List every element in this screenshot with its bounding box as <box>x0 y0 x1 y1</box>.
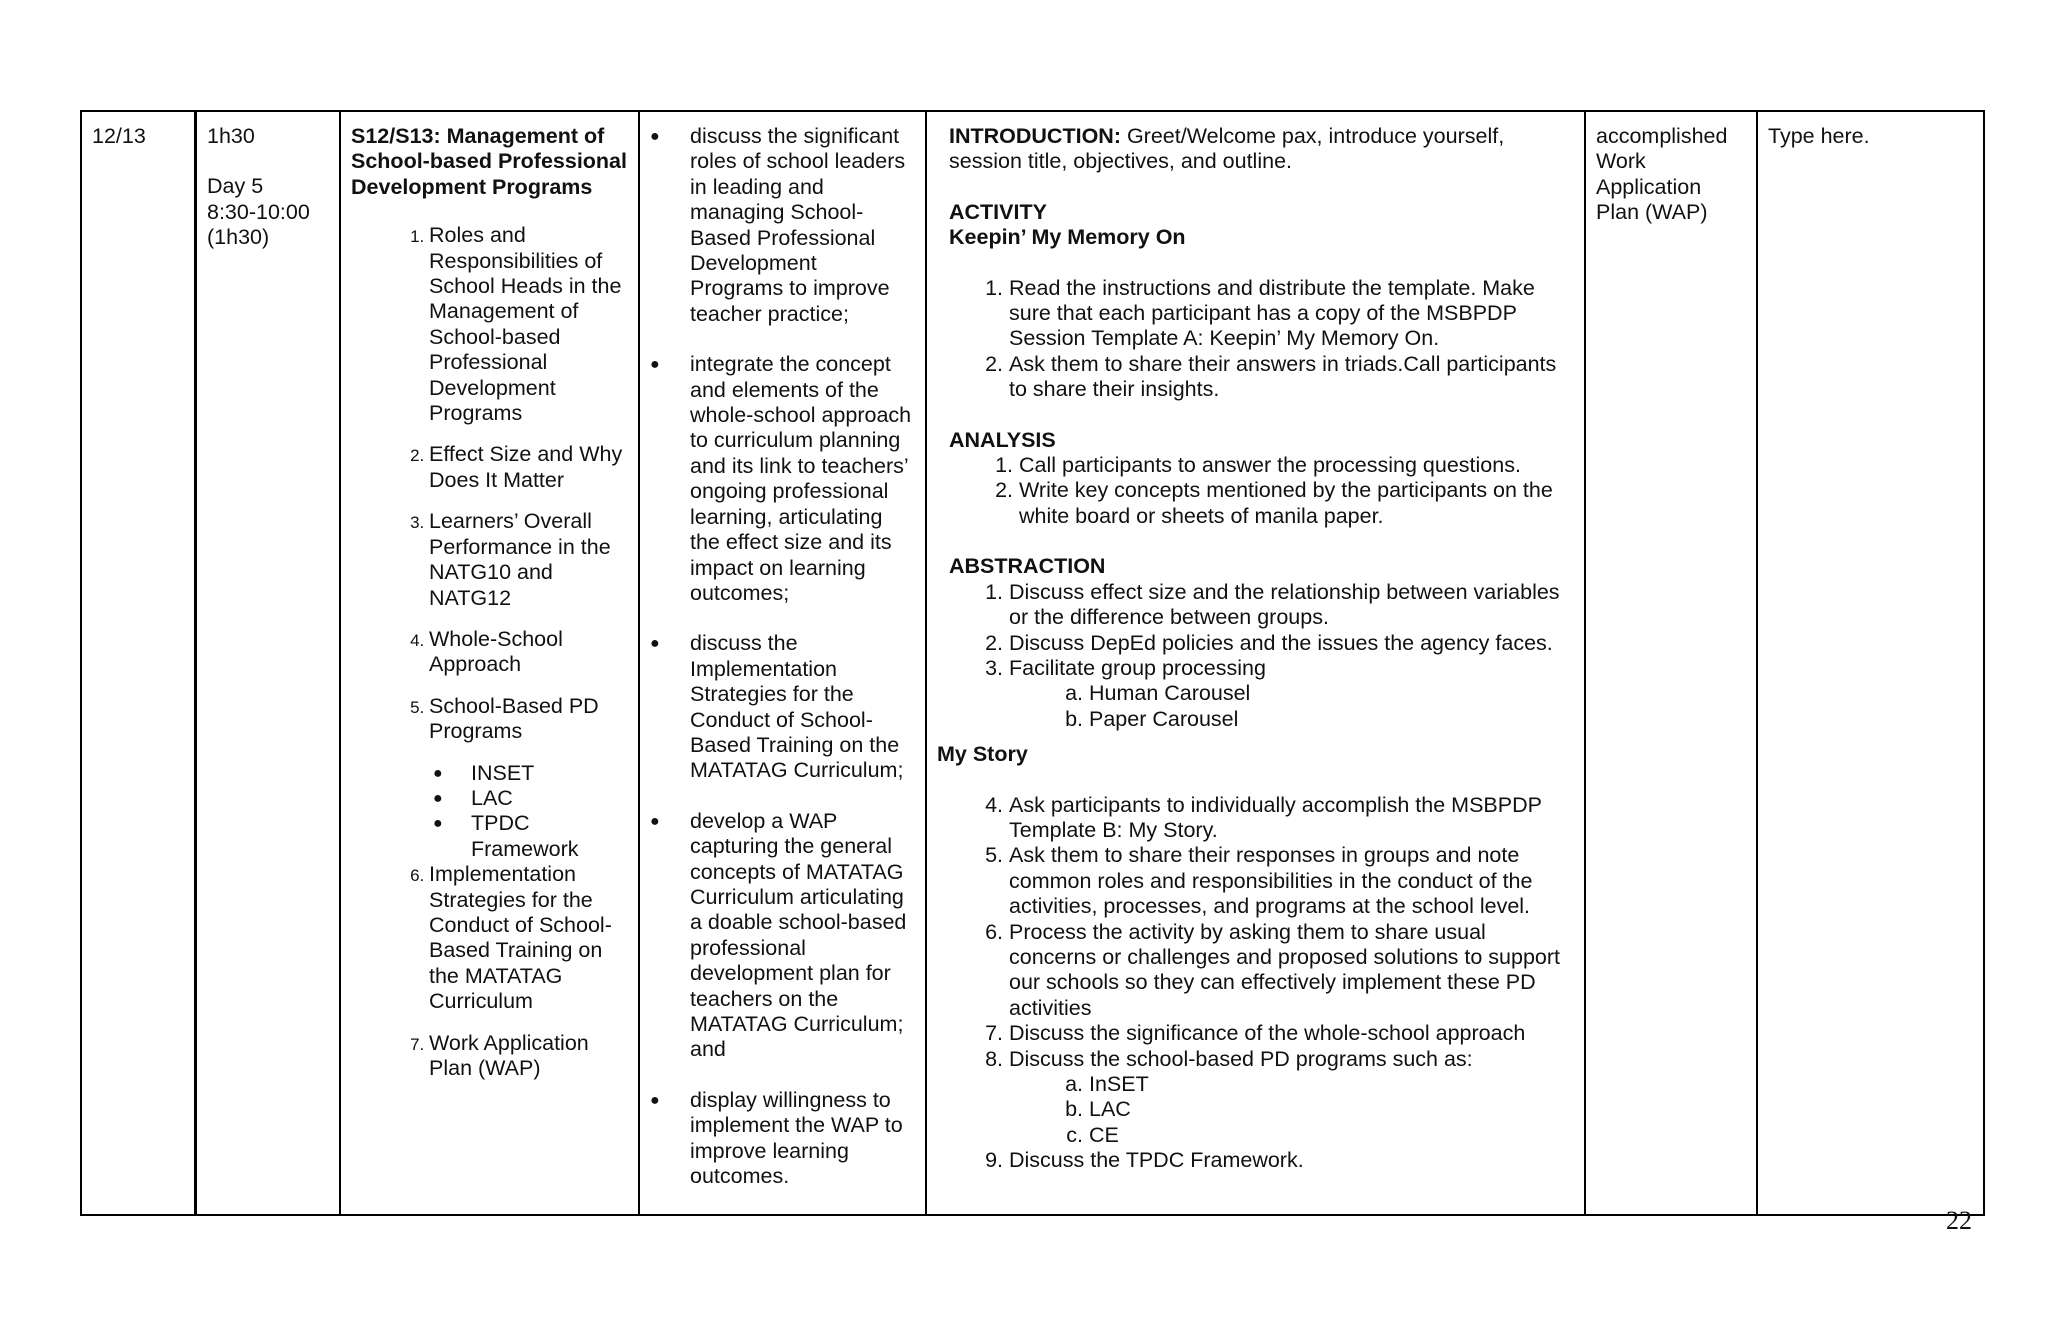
topic-list <box>351 223 628 1081</box>
duration: 1h30 <box>207 124 255 148</box>
analysis-steps <box>937 453 1574 529</box>
session-plan-table <box>80 110 1985 1216</box>
list-item: 4. Whole-School Approach <box>429 627 628 678</box>
list-item: c. CE <box>1089 1123 1574 1148</box>
list-item: a. Human Carousel <box>1089 681 1574 706</box>
table-row <box>81 111 1984 1215</box>
list-item: ● integrate the concept and elements of the whole-school approach to curriculum planning and its link to teachers’ ongoing professional learning, articulating the effect size and its impact on learning outcomes; <box>650 352 915 606</box>
list-item: 6. Implementation Strategies for the Conduct of School-Based Training on the MATATAG Curriculum <box>429 862 628 1014</box>
expected-output: accomplished Work Application Plan (WAP) <box>1596 124 1728 225</box>
activity-title: Keepin’ My Memory On <box>949 225 1186 250</box>
list-item: ● discuss the significant roles of school leaders in leading and managing School-Based Professional Development Programs to improve teacher practice; <box>650 124 915 327</box>
abstraction-heading: ABSTRACTION <box>949 554 1106 579</box>
topic-cell <box>340 111 639 1215</box>
introduction-label: INTRODUCTION: <box>949 124 1121 148</box>
time-duration: (1h30) <box>207 225 270 250</box>
list-item: 1. Call participants to answer the processing questions. <box>1019 453 1574 478</box>
objectives-cell <box>639 111 926 1215</box>
introduction <box>937 124 1574 175</box>
time-range: 8:30-10:00 <box>207 199 310 224</box>
list-item: 1. Roles and Responsibilities of School Heads in the Management of School-based Professional Development Programs <box>429 223 628 426</box>
my-story-heading: My Story <box>937 742 1028 767</box>
list-item: ● TPDC Framework <box>431 811 628 862</box>
list-item: 2. Discuss DepEd policies and the issues the agency faces. <box>1009 631 1574 656</box>
list-item: 1. Discuss effect size and the relationship between variables or the difference between groups. <box>1009 580 1574 631</box>
activity-heading: ACTIVITY <box>949 199 1047 224</box>
list-item: 9. Discuss the TPDC Framework. <box>1009 1148 1574 1173</box>
time-allotment-cell <box>196 111 341 1215</box>
list-item <box>429 694 628 862</box>
page-number: 22 <box>1946 1206 1972 1235</box>
carousel-list <box>1009 681 1574 732</box>
session-title: S12/S13: Management of School-based Professional Development Programs <box>351 124 627 199</box>
remarks-cell[interactable] <box>1757 111 1984 1215</box>
analysis-heading: ANALYSIS <box>949 427 1056 452</box>
objectives-list <box>650 124 915 1189</box>
list-item: 3. Learners’ Overall Performance in the NATG10 and NATG12 <box>429 509 628 611</box>
list-item: ● discuss the Implementation Strategies for the Conduct of School-Based Training on the MATATAG Curriculum; <box>650 631 915 783</box>
list-item <box>1009 656 1574 732</box>
session-code-cell <box>81 111 196 1215</box>
abstraction-steps <box>937 580 1574 732</box>
output-cell <box>1585 111 1757 1215</box>
list-item: 5. Ask them to share their responses in groups and note common roles and responsibilities in the conduct of the activities, processes, and programs at the school level. <box>1009 843 1574 919</box>
introduction-text: Greet/Welcome pax, introduce yourself, session title, objectives, and outline. <box>949 124 1505 174</box>
list-item: ● LAC <box>431 786 628 811</box>
story-steps <box>937 793 1574 1174</box>
topic-label: School-Based PD Programs <box>429 693 599 744</box>
step-label: Facilitate group processing <box>1009 655 1266 680</box>
day-label: Day 5 <box>207 174 264 199</box>
list-item <box>1009 1047 1574 1149</box>
session-code: 12/13 <box>92 124 146 148</box>
list-item: 7. Work Application Plan (WAP) <box>429 1031 628 1082</box>
list-item: 6. Process the activity by asking them to share usual concerns or challenges and proposed solutions to support our schools so they can effectively implement these PD activities <box>1009 920 1574 1022</box>
list-item: b. LAC <box>1089 1097 1574 1122</box>
list-item: ● INSET <box>431 761 628 786</box>
pd-program-list <box>429 761 628 863</box>
list-item: a. InSET <box>1089 1072 1574 1097</box>
list-item: 7. Discuss the significance of the whole-school approach <box>1009 1021 1574 1046</box>
list-item: 2. Ask them to share their answers in triads.Call participants to share their insights. <box>1009 352 1574 403</box>
list-item: ● develop a WAP capturing the general concepts of MATATAG Curriculum articulating a doable school-based professional development plan for teachers on the MATATAG Curriculum; and <box>650 809 915 1063</box>
remarks-text[interactable]: Type here. <box>1768 124 1870 148</box>
list-item: b. Paper Carousel <box>1089 707 1574 732</box>
pd-list <box>1009 1072 1574 1148</box>
procedure-cell <box>926 111 1585 1215</box>
list-item: ● display willingness to implement the WAP to improve learning outcomes. <box>650 1088 915 1190</box>
list-item: 4. Ask participants to individually accomplish the MSBPDP Template B: My Story. <box>1009 793 1574 844</box>
activity-steps <box>937 276 1574 403</box>
step-label: Discuss the school-based PD programs such as: <box>1009 1046 1473 1071</box>
list-item: 1. Read the instructions and distribute the template. Make sure that each participant has a copy of the MSBPDP Session Template A: Keepin’ My Memory On. <box>1009 276 1574 352</box>
list-item: 2. Effect Size and Why Does It Matter <box>429 442 628 493</box>
list-item: 2. Write key concepts mentioned by the participants on the white board or sheets of manila paper. <box>1019 478 1574 529</box>
